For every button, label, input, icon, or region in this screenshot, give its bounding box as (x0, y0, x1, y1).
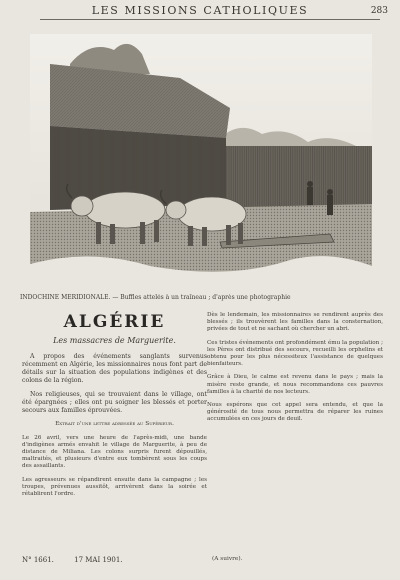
issue-date: 17 MAI 1901. (74, 556, 123, 564)
paragraph: Les agresseurs se répandirent ensuite dans la campagne ; les troupes, prévenues aussitôt, arrivèrent dans la soirée et rétablirent l'ordre. (22, 476, 207, 497)
engraving-illustration (30, 34, 372, 280)
paragraph: Ces tristes événements ont profondément ému la population ; les Pères ont distribué des secours, recueilli les orphelins et obtenu pour les plus nécessiteux l'assistance de quelques bienfaiteurs. (207, 339, 383, 368)
right-column (207, 312, 383, 430)
paragraph: Nous espérons que cet appel sera entendu, et que la générosité de tous nous permettra de réparer les ruines accumulées en ces jours de deuil. (207, 402, 383, 423)
illustration-caption: INDOCHINE MÉRIDIONALE. — Buffles attelés à un traîneau ; d'après une photographie (20, 294, 291, 301)
left-column (22, 312, 207, 504)
issue-number: N° 1661. (22, 556, 54, 564)
page-footer (22, 556, 141, 564)
paragraph: A propos des événements sanglants survenus récemment en Algérie, les missionnaires nous font part de détails sur la situation des populations indigènes et des colons de la région. (22, 353, 207, 384)
page-number: 283 (370, 6, 388, 16)
engraving-svg (30, 34, 372, 280)
figure-standing-right (327, 189, 333, 215)
paragraph: Nos religieuses, qui se trouvaient dans le village, ont été épargnées ; elles ont pu soigner les blessés et porter secours aux familles éprouvées. (22, 391, 207, 414)
header-rule (40, 19, 380, 20)
article-subtitle: Les massacres de Marguerite. (53, 336, 176, 345)
section-heading: Extrait d'une lettre adressée au Supérieur. (55, 421, 174, 427)
article-title: ALGÉRIE (63, 312, 166, 332)
figure-standing-left (307, 181, 313, 205)
running-title: LES MISSIONS CATHOLIQUES (91, 4, 309, 17)
paragraph: Grâce à Dieu, le calme est revenu dans le pays ; mais la misère reste grande, et nous recommandons ces pauvres familles à la charité de nos lecteurs. (207, 374, 383, 395)
paragraph: Le 26 avril, vers une heure de l'après-midi, une bande d'indigènes armés envahit le village de Marguerite, à peu de distance de Miliana. Les colons surpris furent dépouillés, maltraités, et plusieurs d'entre eux tombèrent sous les coups des assaillants. (22, 434, 207, 470)
continuation-note: (A suivre). (212, 556, 243, 562)
paragraph: Dès le lendemain, les missionnaires se rendirent auprès des blessés ; ils trouvèrent les familles dans la consternation, privées de tout et ne sachant où chercher un abri. (207, 312, 383, 333)
